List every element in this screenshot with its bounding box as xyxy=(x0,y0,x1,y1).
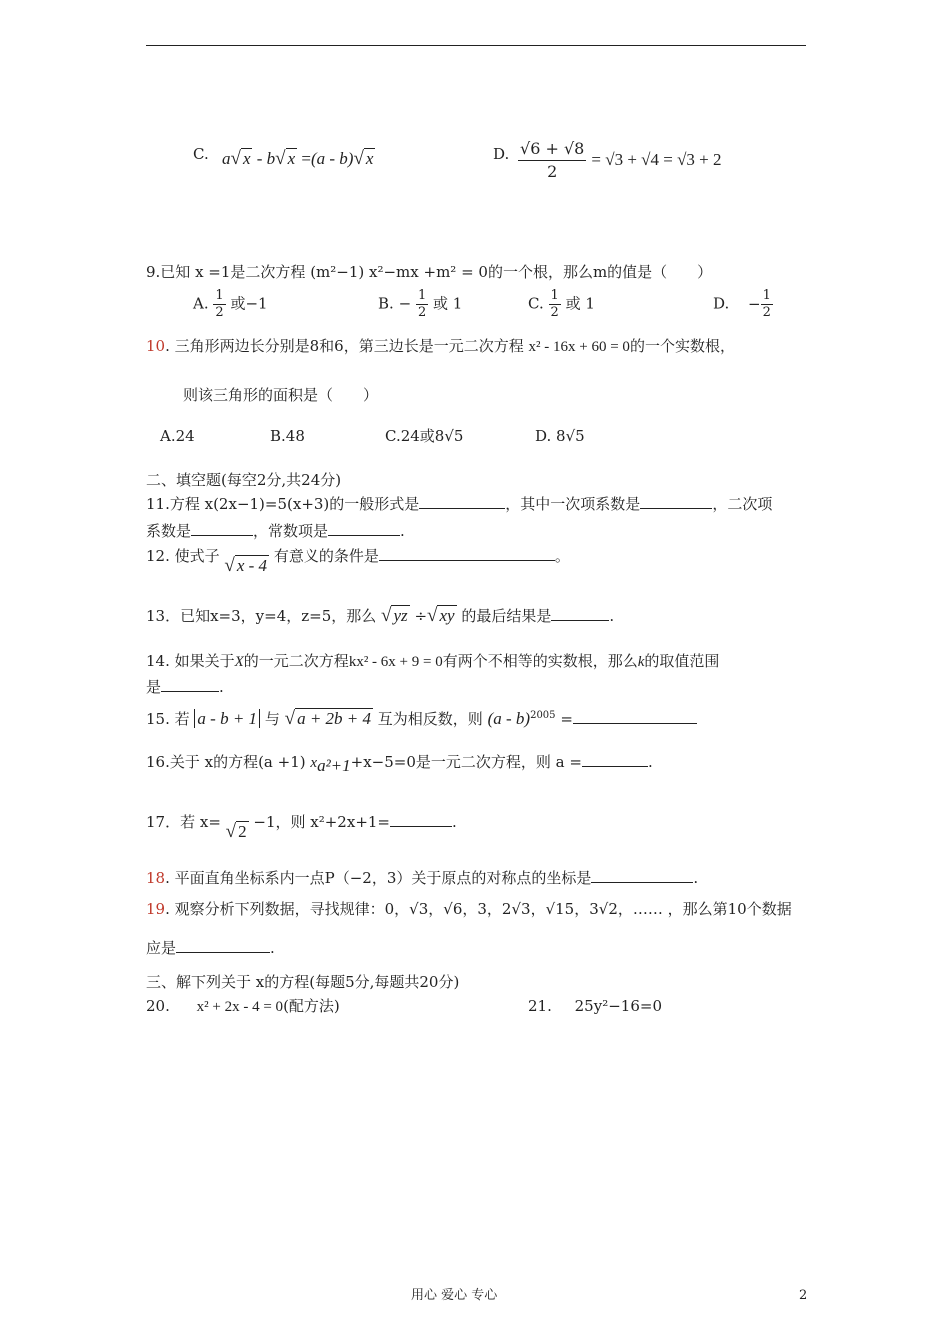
q12-c: 。 xyxy=(554,547,570,565)
q9-b-text: 或 1 xyxy=(433,294,463,313)
q12: 12. 使式子 √ x - 4 有意义的条件是 。 xyxy=(146,547,570,576)
q15-b: 与 xyxy=(264,710,280,728)
section-3-heading: 三、解下列关于 x的方程(每题5分,每题共20分) xyxy=(146,973,460,991)
q18 xyxy=(146,868,698,888)
q11-line1 xyxy=(146,494,772,514)
q9-a-label: A. xyxy=(193,294,209,313)
q9-a-den: 2 xyxy=(215,305,224,320)
q14-line1 xyxy=(146,651,719,672)
q9-option-a xyxy=(193,288,268,321)
q12-a: 12. 使式子 xyxy=(146,547,220,565)
q16-b: +x−5=0是一元二次方程，则 a = xyxy=(350,753,582,771)
q20-number: 20. xyxy=(146,997,170,1015)
q10-number: 10 xyxy=(146,337,166,355)
q11-line2a: 系数是 xyxy=(146,522,192,540)
q9-stem: 9.已知 x =1是二次方程 (m²−1) x²−mx +m² = 0的一个根，那么m的值是（ ） xyxy=(146,263,713,281)
q9-d-num: 1 xyxy=(762,288,771,303)
q15-absolute: a - b + 1 xyxy=(194,709,260,728)
q18-text: . 平面直角坐标系内一点P（−2，3）关于原点的对称点的坐标是 xyxy=(165,869,592,887)
q13-blank[interactable] xyxy=(551,606,609,621)
q19-number: 19 xyxy=(146,900,166,918)
q14-b: 的一元二次方程 xyxy=(243,652,349,670)
q16-blank[interactable] xyxy=(582,752,648,767)
q21-equation: 25y²−16=0 xyxy=(574,997,662,1015)
q16-x: x xyxy=(310,755,318,771)
q8-d-numerator: √6 + √8 xyxy=(518,138,586,161)
q11-blank-1[interactable] xyxy=(419,494,505,509)
q15-radicand: a + 2b + 4 xyxy=(297,709,372,728)
q17-c: . xyxy=(452,813,457,831)
q17-a: 17．若 x= xyxy=(146,813,221,831)
q18-blank[interactable] xyxy=(591,868,693,883)
q15-blank[interactable] xyxy=(573,709,697,724)
q19-text: . 观察分析下列数据，寻找规律：0，√3，√6，3，2√3，√15，3√2，…… ，那么第10个数据 xyxy=(165,900,792,918)
section-2-heading: 二、填空题(每空2分,共24分) xyxy=(146,471,342,489)
q10-equation: x² - 16x + 60 = 0 xyxy=(528,339,630,355)
footer-center: 用心 爱心 专心 xyxy=(411,1288,498,1303)
q13-radicand-2: xy xyxy=(439,606,455,625)
q20 xyxy=(146,996,340,1017)
q8-c-label: C. xyxy=(193,145,209,163)
q14-end: . xyxy=(219,678,224,696)
q9-d-sign: − xyxy=(748,294,761,313)
q9-option-d xyxy=(713,288,773,321)
q9-d-den: 2 xyxy=(762,305,771,320)
q19-line2 xyxy=(146,938,275,958)
q9-c-num: 1 xyxy=(550,288,559,303)
q16-exponent: a²+1 xyxy=(317,756,351,775)
q9-c-den: 2 xyxy=(550,305,559,320)
q16 xyxy=(146,752,653,776)
q13-c: . xyxy=(609,607,615,625)
q11-line2c: . xyxy=(400,522,405,540)
q14-a: 14. 如果关于 xyxy=(146,652,235,670)
q9-option-c xyxy=(528,288,595,321)
q19-line1 xyxy=(146,899,792,919)
q8-c-expression: a√ x - b√ x =(a - b)√ x xyxy=(222,148,374,169)
q14-blank[interactable] xyxy=(161,677,219,692)
q9-a-text: 或−1 xyxy=(230,294,268,313)
q21-number: 21. xyxy=(528,997,552,1015)
q15: 15. 若 a - b + 1 与 √ a + 2b + 4 互为相反数，则 (a - b)$^{2005}$ = xyxy=(146,706,697,729)
q16-c: . xyxy=(647,753,653,771)
header-rule xyxy=(146,45,806,46)
q14-X: X xyxy=(234,654,244,670)
q10-line2: 则该三角形的面积是（ ） xyxy=(183,386,379,404)
q12-b: 有意义的条件是 xyxy=(273,547,379,565)
q11-blank-2[interactable] xyxy=(640,494,712,509)
q8-d-denominator: 2 xyxy=(547,162,558,181)
q17: 17．若 x= √ 2 −1，则 x²+2x+1= . xyxy=(146,813,457,842)
q11-blank-4[interactable] xyxy=(328,521,400,536)
q12-radicand: x - 4 xyxy=(236,556,268,575)
q11-line1b: ，其中一次项系数是 xyxy=(505,495,641,513)
q13-b: 的最后结果是 xyxy=(461,607,552,625)
q17-blank[interactable] xyxy=(390,812,452,827)
q16-a: 16.关于 x的方程(a +1) xyxy=(146,753,306,771)
page-number: 2 xyxy=(799,1288,808,1303)
q9-a-num: 1 xyxy=(215,288,224,303)
q9-b-num: 1 xyxy=(417,288,427,303)
q19-end: . xyxy=(270,939,275,957)
q9-c-text: 或 1 xyxy=(565,294,595,313)
q8-d-expression xyxy=(518,138,722,183)
q10-stem xyxy=(146,336,735,357)
q14-d: 的取值范围 xyxy=(644,652,720,670)
q9-c-label: C. xyxy=(528,294,544,313)
q13-a: 13．已知x=3，y=4，z=5，那么 xyxy=(146,607,377,625)
q15-power-base: (a - b) xyxy=(487,709,531,728)
q9-b-den: 2 xyxy=(417,305,427,320)
q10-option-b: B.48 xyxy=(270,427,305,445)
q10-stem-text: . 三角形两边长分别是8和6，第三边长是一元二次方程 xyxy=(165,337,524,355)
q19-blank[interactable] xyxy=(176,938,270,953)
q8-d-label: D. xyxy=(493,145,510,163)
q12-blank[interactable] xyxy=(379,546,555,561)
q14-line2-text: 是 xyxy=(146,678,162,696)
q20-note: (配方法) xyxy=(283,997,340,1015)
q14-line2 xyxy=(146,677,224,697)
q10-stem-end: 的一个实数根， xyxy=(629,337,735,355)
q13-radicand-1: yz xyxy=(393,606,408,625)
q11-line1c: ，二次项 xyxy=(712,495,773,513)
q11-line2 xyxy=(146,521,405,541)
q21 xyxy=(528,996,662,1016)
q10-option-d: D. 8√5 xyxy=(535,427,585,445)
q9-d-label: D. xyxy=(713,294,730,313)
q14-equation: kx² - 6x + 9 = 0 xyxy=(348,654,443,670)
q14-c: 有两个不相等的实数根，那么 xyxy=(442,652,638,670)
q9-option-b xyxy=(378,288,462,321)
q13-divide: ÷ xyxy=(414,607,428,625)
q17-b: −1，则 x²+2x+1= xyxy=(253,813,390,831)
q11-blank-3[interactable] xyxy=(191,521,253,536)
q11-line2b: ，常数项是 xyxy=(253,522,329,540)
q17-radicand: 2 xyxy=(238,822,247,841)
q14-k: k xyxy=(637,654,645,670)
q15-a: 15. 若 xyxy=(146,710,190,728)
q15-exponent: 2005 xyxy=(530,710,556,721)
q9-b-sign: − xyxy=(398,294,412,313)
q10-option-a: A.24 xyxy=(160,427,195,445)
q19-line2-text: 应是 xyxy=(146,939,177,957)
q11-line1a: 11.方程 x(2x−1)=5(x+3)的一般形式是 xyxy=(146,495,420,513)
q15-c: 互为相反数，则 xyxy=(377,710,483,728)
q18-end: . xyxy=(693,869,699,887)
q9-b-label: B. xyxy=(378,294,394,313)
q10-option-c: C.24或8√5 xyxy=(385,427,464,445)
q20-equation: x² + 2x - 4 = 0 xyxy=(196,999,284,1015)
q15-equals: = xyxy=(560,710,573,728)
q8-d-rest: = √3 + √4 = √3 + 2 xyxy=(591,150,722,169)
q18-number: 18 xyxy=(146,869,166,887)
q13: 13．已知x=3，y=4，z=5，那么 √ yz ÷√ xy 的最后结果是 . xyxy=(146,605,615,626)
